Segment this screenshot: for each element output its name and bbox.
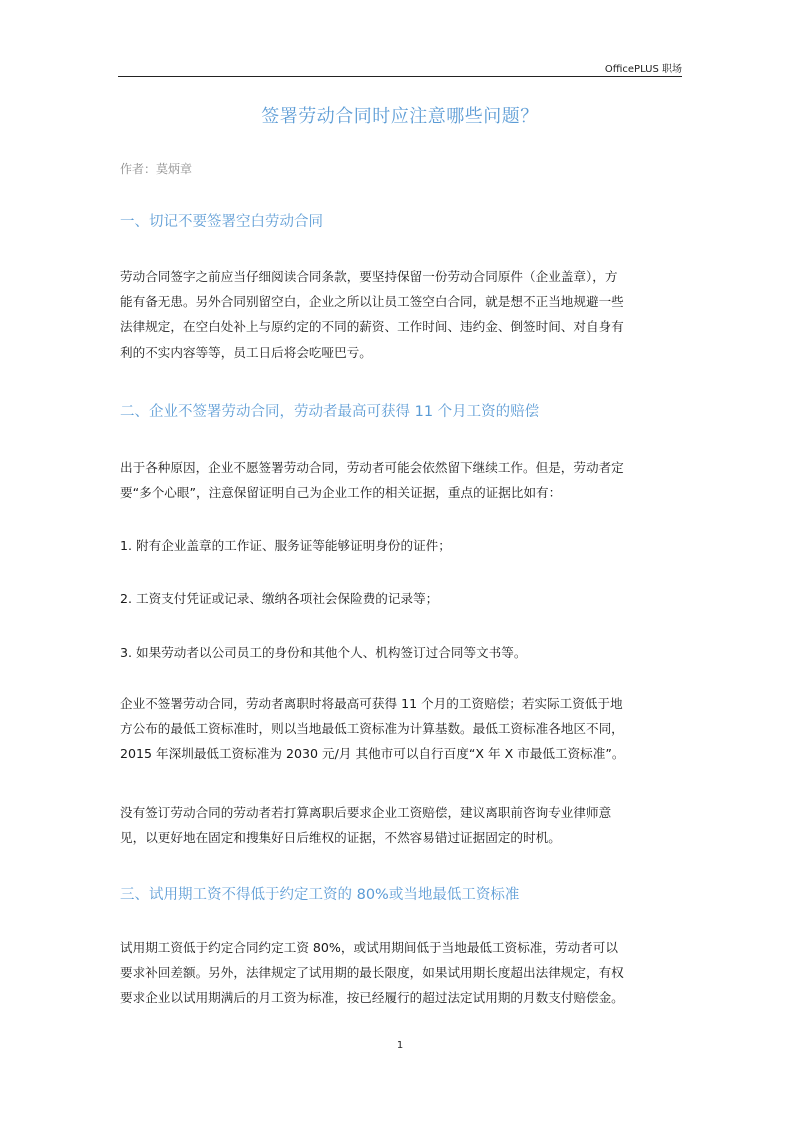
paragraph-line: 要求补回差额。另外，法律规定了试用期的最长限度，如果试用期长度超出法律规定，有权	[120, 965, 624, 981]
paragraph	[120, 455, 686, 505]
paragraph-line: 3. 如果劳动者以公司员工的身份和其他个人、机构签订过合同等文书等。	[120, 645, 527, 660]
paragraph-line: 2. 工资支付凭证或记录、缴纳各项社会保险费的记录等；	[120, 591, 439, 606]
header-brand: OfficePLUS 职场	[604, 64, 682, 75]
paragraph-line: 见，以更好地在固定和搜集好日后维权的证据，不然容易错过证据固定的时机。	[120, 830, 561, 846]
list-item	[120, 533, 686, 558]
section-heading-2: 二、企业不签署劳动合同，劳动者最高可获得 11 个月工资的赔偿	[120, 404, 540, 420]
paragraph-line: 利的不实内容等等，员工日后将会吃哑巴亏。	[120, 344, 372, 360]
paragraph	[120, 800, 686, 850]
paragraph-line: 要“多个心眼”，注意保留证明自己为企业工作的相关证据，重点的证据比如有：	[120, 485, 562, 501]
page-number: 1	[396, 1040, 404, 1051]
paragraph-line: 1. 附有企业盖章的工作证、服务证等能够证明身份的证件；	[120, 538, 451, 553]
paragraph	[120, 691, 686, 767]
list-item	[120, 640, 686, 665]
paragraph	[120, 264, 686, 365]
paragraph-line: 2015 年深圳最低工资标准为 2030 元/月 其他市可以自行百度“X 年 X 市最低工资标准”。	[120, 746, 625, 762]
paragraph-line: 能有备无患。另外合同别留空白，企业之所以让员工签空白合同，就是想不正当地规避一些	[120, 294, 624, 310]
paragraph-line: 方公布的最低工资标准时，则以当地最低工资标准为计算基数。最低工资标准各地区不同，	[120, 721, 624, 737]
document-title: 签署劳动合同时应注意哪些问题？	[261, 106, 539, 127]
paragraph-line: 法律规定，在空白处补上与原约定的不同的薪资、工作时间、违约金、倒签时间、对自身有	[120, 319, 624, 335]
section-heading-1: 一、切记不要签署空白劳动合同	[120, 214, 323, 230]
list-item	[120, 586, 686, 611]
paragraph	[120, 935, 686, 1011]
section-heading-3: 三、试用期工资不得低于约定工资的 80%或当地最低工资标准	[120, 887, 520, 903]
paragraph-line: 没有签订劳动合同的劳动者若打算离职后要求企业工资赔偿，建议离职前咨询专业律师意	[120, 805, 612, 820]
header-divider	[118, 76, 682, 77]
paragraph-line: 出于各种原因，企业不愿签署劳动合同，劳动者可能会依然留下继续工作。但是，劳动者定	[120, 460, 624, 475]
paragraph-line: 劳动合同签字之前应当仔细阅读合同条款，要坚持保留一份劳动合同原件（企业盖章），方	[120, 269, 618, 284]
paragraph-line: 要求企业以试用期满后的月工资为标准，按已经履行的超过法定试用期的月数支付赔偿金。	[120, 990, 624, 1006]
paragraph-line: 企业不签署劳动合同，劳动者离职时将最高可获得 11 个月的工资赔偿；若实际工资低于地	[120, 696, 623, 711]
paragraph-line: 试用期工资低于约定合同约定工资 80%，或试用期间低于当地最低工资标准，劳动者可以	[120, 940, 618, 955]
author-line: 作者：莫炳章	[120, 162, 193, 176]
